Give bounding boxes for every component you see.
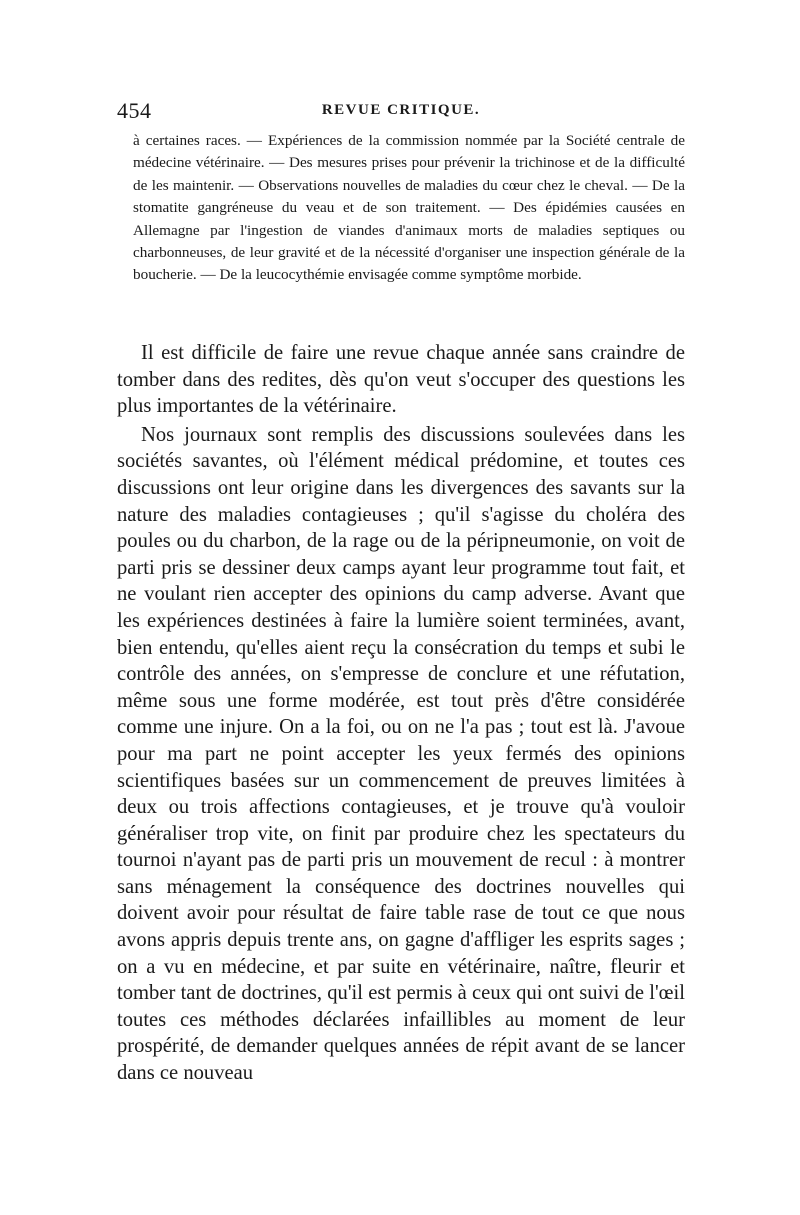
paragraph-1: Il est difficile de faire une revue chaque année sans craindre de tomber dans des redites, dès qu'on veut s'occuper des questions les plus importantes de la vétérinaire. <box>117 342 685 418</box>
body-text <box>117 340 685 1087</box>
running-title: REVUE CRITIQUE. <box>321 102 481 118</box>
chapter-summary: à certaines races. — Expériences de la commission nommée par la Société centrale de médecine vétérinaire. — Des mesures prises pour prévenir la trichinose et de la difficulté de les maintenir. — Observations nouvelles de maladies du cœur chez le cheval. — De la stomatite gangréneuse du veau et de son traitement. — Des épidémies causées en Allemagne par l'ingestion de viandes d'animaux morts de maladies septiques ou charbonneuses, de leur gravité et de la nécessité d'organiser une inspection générale de la boucherie. — De la leucocythémie envisagée comme symptôme morbide. <box>133 132 685 284</box>
paragraph-2: Nos journaux sont remplis des discussions soulevées dans les sociétés savantes, où l'élément médical prédomine, et toutes ces discussions ont leur origine dans les divergences des savants sur la nature des maladies contagieuses ; qu'il s'agisse du choléra des poules ou du charbon, de la rage ou de la péripneumonie, on voit de parti pris se dessiner deux camps ayant leur programme tout fait, et ne voulant rien accepter des opinions du camp adverse. Avant que les expériences destinées à faire la lumière soient terminées, avant, bien entendu, qu'elles aient reçu la consécration du temps et subi le contrôle des années, on s'empresse de conclure et une réfutation, même sous une forme modérée, est tout près d'être considérée comme une injure. On a la foi, ou on ne l'a pas ; tout est là. J'avoue pour ma part ne point accepter les yeux fermés des opinions scientifiques basées sur un commencement de preuves limitées à deux ou trois affections contagieuses, et je trouve qu'à vouloir généraliser trop vite, on finit par produire chez les spectateurs du tournoi n'ayant pas de parti pris un mouvement de recul : à montrer sans ménagement la conséquence des doctrines nouvelles qui doivent avoir pour résultat de faire table rase de tout ce que nous avons appris depuis trente ans, on gagne d'affliger les esprits sages ; on a vu en médecine, et par suite en vétérinaire, naître, fleurir et tomber tant de doctrines, qu'il est permis à ceux qui ont suivi de l'œil toutes ces méthodes déclarées infaillibles au moment de leur prospérité, de demander quelques années de répit avant de se lancer dans ce nouveau <box>117 423 685 1085</box>
page-number: 454 <box>117 98 152 123</box>
page-header <box>117 98 685 128</box>
